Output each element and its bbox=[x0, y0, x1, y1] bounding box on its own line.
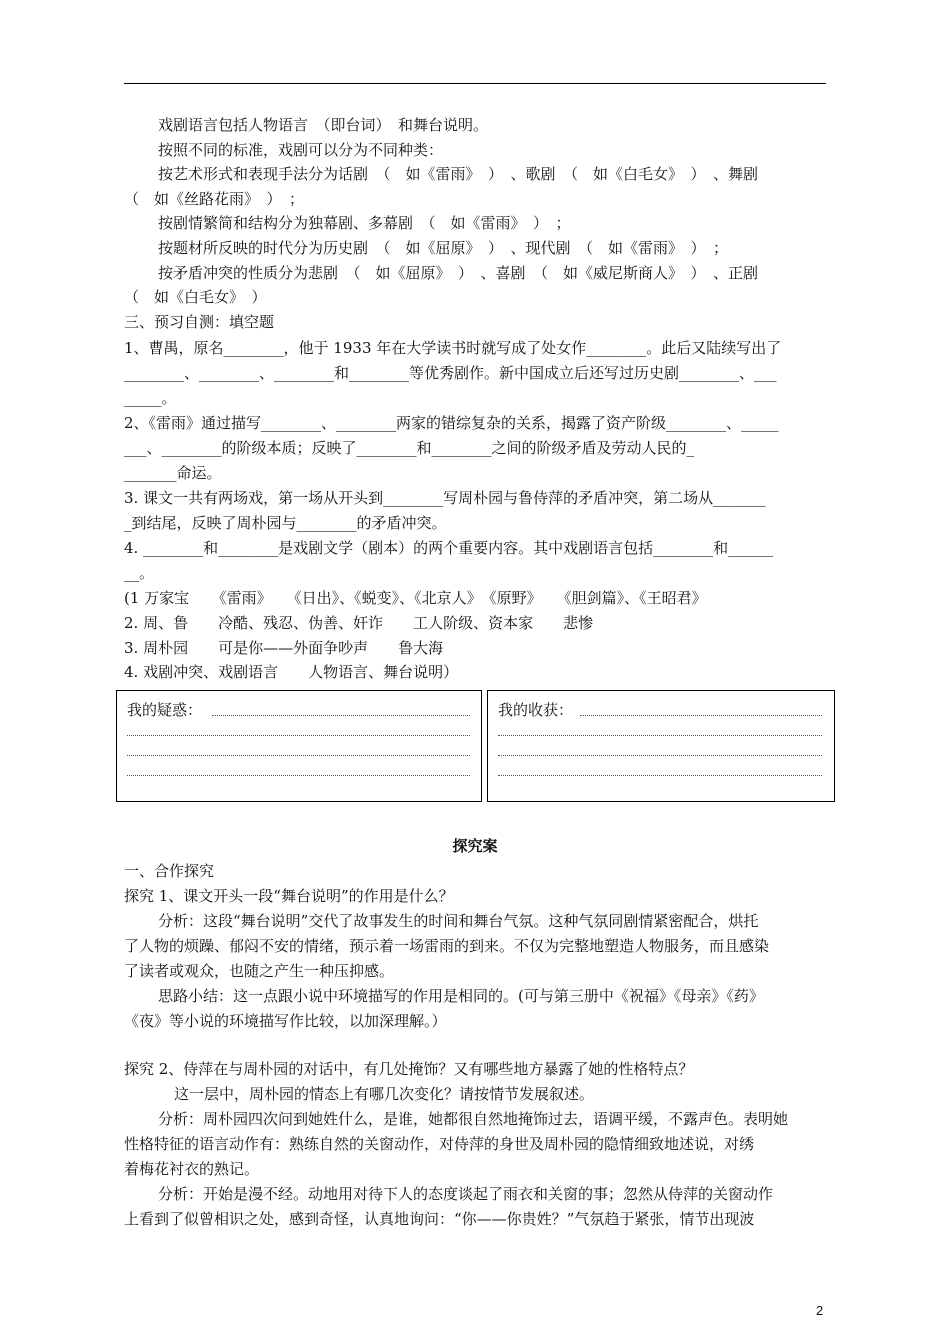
text-line: 性格特征的语言动作有：熟练自然的关窗动作，对侍萍的身世及周朴园的隐情细致地述说，对绣 bbox=[124, 1135, 755, 1153]
text-line: 按照不同的标准，戏剧可以分为不同种类： bbox=[158, 141, 444, 159]
answer-line: (1 万家宝 《雷雨》 《日出》、《蜕变》、《北京人》 《原野》 《胆剑篇》、《王昭君》 bbox=[124, 589, 707, 607]
gains-box[interactable] bbox=[487, 690, 835, 802]
question-line: 探究 2、侍萍在与周朴园的对话中，有几处掩饰？又有哪些地方暴露了她的性格特点？ bbox=[124, 1060, 694, 1078]
write-line[interactable] bbox=[127, 735, 470, 736]
header-rule bbox=[124, 83, 826, 84]
page-number: 2 bbox=[816, 1303, 824, 1318]
text-line: 思路小结：这一点跟小说中环境描写的作用是相同的。(可与第三册中《祝福》《母亲》《药》 bbox=[158, 987, 764, 1005]
text-line: 分析：开始是漫不经。动地用对待下人的态度谈起了雨衣和关窗的事；忽然从侍萍的关窗动作 bbox=[158, 1185, 774, 1203]
write-line[interactable] bbox=[498, 775, 822, 776]
answer-line: 2. 周、鲁 冷酷、残忍、伪善、奸诈 工人阶级、资本家 悲惨 bbox=[124, 614, 594, 632]
gains-label: 我的收获： bbox=[498, 701, 574, 719]
answer-line: 3. 周朴园 可是你——外面争吵声 鲁大海 bbox=[124, 639, 444, 657]
text-line: 了读者或观众，也随之产生一种压抑感。 bbox=[124, 962, 395, 980]
text-line: 上看到了似曾相识之处，感到奇怪，认真地询问：“你——你贵姓？”气氛趋于紧张，情节出现波 bbox=[124, 1210, 755, 1228]
question-line: _____。 bbox=[124, 389, 177, 407]
write-line[interactable] bbox=[580, 715, 822, 716]
text-line: 《夜》等小说的环境描写作比较，以加深理解。） bbox=[124, 1012, 447, 1030]
question-line: _到结尾，反映了周朴园与________的矛盾冲突。 bbox=[124, 514, 447, 532]
doubts-label: 我的疑惑： bbox=[127, 701, 203, 719]
question-line: ________、________、________和________等优秀剧作。新中国成立后还写过历史剧________、___ bbox=[124, 364, 777, 382]
question-line: 4. ________和________是戏剧文学（剧本）的两个重要内容。其中戏剧语言包括________和______ bbox=[124, 539, 774, 557]
text-line: （ 如《丝路花雨》 ） ； bbox=[124, 190, 305, 208]
section-heading: 三、预习自测：填空题 bbox=[124, 313, 275, 331]
question-line: 3. 课文一共有两场戏，第一场从开头到________写周朴园与鲁侍萍的矛盾冲突，第二场从_______ bbox=[124, 489, 766, 507]
write-line[interactable] bbox=[498, 755, 822, 756]
question-line: 2、《雷雨》通过描写________、________两家的错综复杂的关系，揭露了资产阶级________、_____ bbox=[124, 414, 779, 432]
question-line: _______命运。 bbox=[124, 464, 222, 482]
text-line: 着梅花衬衣的熟记。 bbox=[124, 1160, 260, 1178]
text-line: 按艺术形式和表现手法分为话剧 （ 如《雷雨》 ） 、歌剧 （ 如《白毛女》 ） 、舞剧 bbox=[158, 165, 759, 183]
doubts-box[interactable] bbox=[116, 690, 482, 802]
question-line: 1、曹禺，原名________，他于 1933 年在大学读书时就写成了处女作________。此后又陆续写出了 bbox=[124, 339, 782, 357]
question-line: __。 bbox=[124, 564, 155, 582]
write-line[interactable] bbox=[212, 715, 470, 716]
section-title: 探究案 bbox=[452, 837, 498, 855]
text-line: 戏剧语言包括人物语言 （即台词） 和舞台说明。 bbox=[158, 116, 489, 134]
text-line: 按矛盾冲突的性质分为悲剧 （ 如《屈原》 ） 、喜剧 （ 如《威尼斯商人》 ） 、正剧 bbox=[158, 264, 759, 282]
text-line: 按剧情繁简和结构分为独幕剧、多幕剧 （ 如《雷雨》 ） ； bbox=[158, 214, 571, 232]
text-line: 这一层中，周朴园的情态上有哪几次变化？请按情节发展叙述。 bbox=[174, 1085, 595, 1103]
text-line: 了人物的烦躁、郁闷不安的情绪，预示着一场雷雨的到来。不仅为完整地塑造人物服务，而且感染 bbox=[124, 937, 770, 955]
answer-line: 4. 戏剧冲突、戏剧语言 人物语言、舞台说明） bbox=[124, 663, 459, 681]
write-line[interactable] bbox=[127, 755, 470, 756]
write-line[interactable] bbox=[127, 775, 470, 776]
text-line: 分析：周朴园四次问到她姓什么，是谁，她都很自然地掩饰过去，语调平缓，不露声色。表明她 bbox=[158, 1110, 789, 1128]
text-line: 按题材所反映的时代分为历史剧 （ 如《屈原》 ） 、现代剧 （ 如《雷雨》 ） ； bbox=[158, 239, 729, 257]
question-line: 探究 1、课文开头一段“舞台说明”的作用是什么？ bbox=[124, 887, 454, 905]
text-line: （ 如《白毛女》 ） bbox=[124, 288, 267, 306]
question-line: ___、________的阶级本质；反映了________和________之间的阶级矛盾及劳动人民的_ bbox=[124, 439, 695, 457]
text-line: 分析：这段“舞台说明”交代了故事发生的时间和舞台气氛。这种气氛同剧情紧密配合，烘托 bbox=[158, 912, 759, 930]
write-line[interactable] bbox=[498, 735, 822, 736]
section-heading: 一、合作探究 bbox=[124, 862, 215, 880]
